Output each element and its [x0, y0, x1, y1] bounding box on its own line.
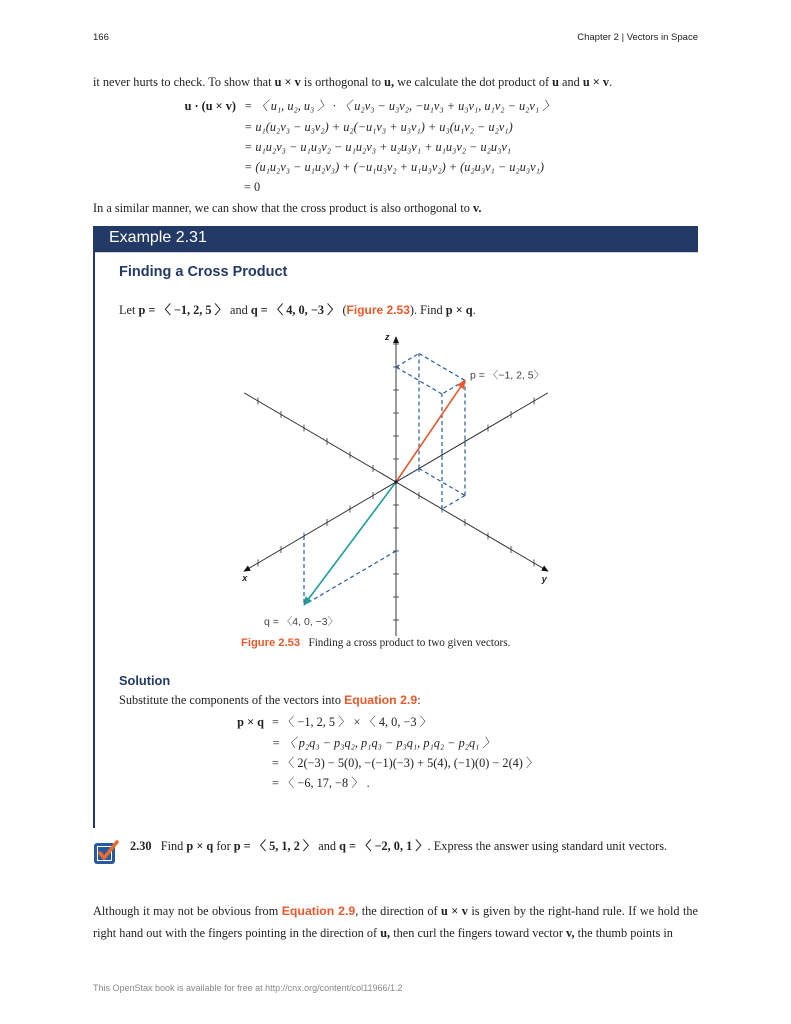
closing-text: is given by the right-hand rule. If we hold the: [467, 904, 698, 918]
intro-text: .: [609, 75, 613, 89]
vector-q-arrow: [304, 482, 396, 605]
exercise-text-part: for: [213, 839, 234, 853]
q-definition: q = 〈 4, 0, −3 〉: [250, 303, 340, 317]
solution-heading: Solution: [119, 673, 171, 688]
solution-text: :: [417, 693, 421, 707]
exercise-text-part: . Express the answer using standard unit: [427, 839, 626, 853]
figure-link[interactable]: Figure 2.53: [346, 303, 410, 317]
derivation-line: = u₁(u₂v₃ − u₃v₂) + u₂(−u₁v₃ + u₃v₁) + u₃(u₁v₂ − u₂v₁): [244, 120, 513, 134]
intro-math-u: u,: [384, 75, 395, 89]
exercise-text-part: Find: [160, 839, 187, 853]
solution-lhs: p × q: [237, 715, 264, 729]
exercise-number: 2.30: [130, 839, 152, 853]
problem-text: (: [339, 303, 347, 317]
exercise-math: q = 〈 −2, 0, 1 〉: [339, 839, 428, 853]
p-guide-line: [396, 354, 419, 368]
intro-math-u: u: [552, 75, 559, 89]
closing-math: u,: [380, 926, 391, 940]
page-number: 166: [93, 32, 109, 43]
closing-paragraph: [93, 900, 698, 944]
figure-caption-text: Finding a cross product to two given vectors.: [308, 637, 511, 649]
derivation-line: = (u₁u₂v₃ − u₁u₂v₃) + (−u₁u₃v₂ + u₁u₃v₂) + (u₂u₃v₁ − u₂u₃v₁): [244, 160, 544, 174]
problem-text: and: [226, 303, 251, 317]
closing-text: right hand out with the fingers pointing in the direction of: [93, 926, 381, 940]
derivation-line: = 〈 u₁, u₂, u₃ 〉 · 〈 u₂v₃ − u₃v₂, −u₁v₃ + u₃v₁, u₁v₂ − u₂v₁ 〉: [244, 99, 555, 113]
solution-intro: [119, 689, 421, 711]
solution-line: = 〈 2(−3) − 5(0), −(−1)(−3) + 5(4), (−1)(0) − 2(4) 〉: [272, 756, 539, 770]
closing-math: u × v: [441, 904, 468, 918]
problem-text: ). Find: [409, 303, 446, 317]
vector-p-label: p = 〈−1, 2, 5〉: [470, 369, 545, 382]
footer-text: This OpenStax book is available for free at http://cnx.org/content/col11966/1.2: [93, 983, 403, 993]
problem-text: .: [472, 303, 476, 317]
y-axis-label: y: [541, 574, 547, 585]
math-v: v.: [472, 201, 482, 215]
p-guide-line: [419, 354, 465, 381]
example-label: Example 2.31: [109, 229, 207, 246]
q-guide-line: [304, 551, 396, 605]
chapter-title: Chapter 2 | Vectors in Space: [577, 32, 698, 43]
intro-math-uxv: u × v: [582, 75, 610, 89]
derivation-line: = 0: [244, 180, 261, 194]
solution-line: = 〈 p₂q₃ − p₃q₂, p₁q₃ − p₃q₁, p₁q₂ − p₂q₁ 〉: [272, 736, 495, 750]
exercise-math: p × q: [186, 839, 214, 853]
vector-q-label: q = 〈4, 0, −3〉: [264, 616, 339, 628]
closing-math: v,: [566, 926, 575, 940]
intro-text: it never hurts to check. To show that: [93, 75, 275, 89]
exercise-text: [130, 835, 690, 857]
closing-text: then curl the fingers toward vector: [390, 926, 566, 940]
closing-text: , the direction of: [355, 904, 442, 918]
origin-point: [394, 480, 398, 484]
problem-text: Let: [119, 303, 139, 317]
solution-line: = 〈 −6, 17, −8 〉 .: [272, 776, 370, 790]
figure-caption: [241, 637, 510, 649]
derivation-lhs: u · (u × v): [184, 99, 236, 113]
exercise-math: p = 〈 5, 1, 2 〉: [233, 839, 316, 853]
vector-p-arrow: [396, 381, 465, 483]
paragraph-text: In a similar manner, we can show that the cross product is also orthogonal to: [93, 201, 473, 215]
solution-line: = 〈 −1, 2, 5 〉 × 〈 4, 0, −3 〉: [272, 715, 432, 729]
p-guide-line: [442, 496, 465, 510]
equation-link[interactable]: Equation 2.9: [281, 904, 356, 918]
x-axis-label: x: [242, 573, 248, 584]
p-cross-q: p × q: [445, 303, 473, 317]
intro-text: we calculate the dot product of: [394, 75, 553, 89]
closing-text: Although it may not be obvious from: [93, 904, 282, 918]
exercise-text-part: and: [315, 839, 340, 853]
z-axis-label: z: [385, 332, 390, 343]
equation-link[interactable]: Equation 2.9: [344, 693, 418, 707]
checkpoint-icon: [93, 839, 119, 865]
intro-math-uxv: u × v: [274, 75, 301, 89]
p-guide-line: [442, 381, 465, 395]
derivation-line: = u₁u₂v₃ − u₁u₃v₂ − u₁u₂v₃ + u₂u₃v₁ + u₁u₃v₂ − u₂u₃v₁: [244, 140, 512, 154]
p-definition: p = 〈 −1, 2, 5 〉: [138, 303, 227, 317]
figure-caption-label: Figure 2.53: [241, 637, 301, 649]
exercise-text-line2: vectors.: [628, 839, 668, 853]
example-title: Finding a Cross Product: [119, 264, 288, 280]
solution-text: Substitute the components of the vectors into: [119, 693, 345, 707]
intro-text: and: [558, 75, 583, 89]
intro-text: is orthogonal to: [300, 75, 385, 89]
closing-text: the thumb points in: [574, 926, 673, 940]
